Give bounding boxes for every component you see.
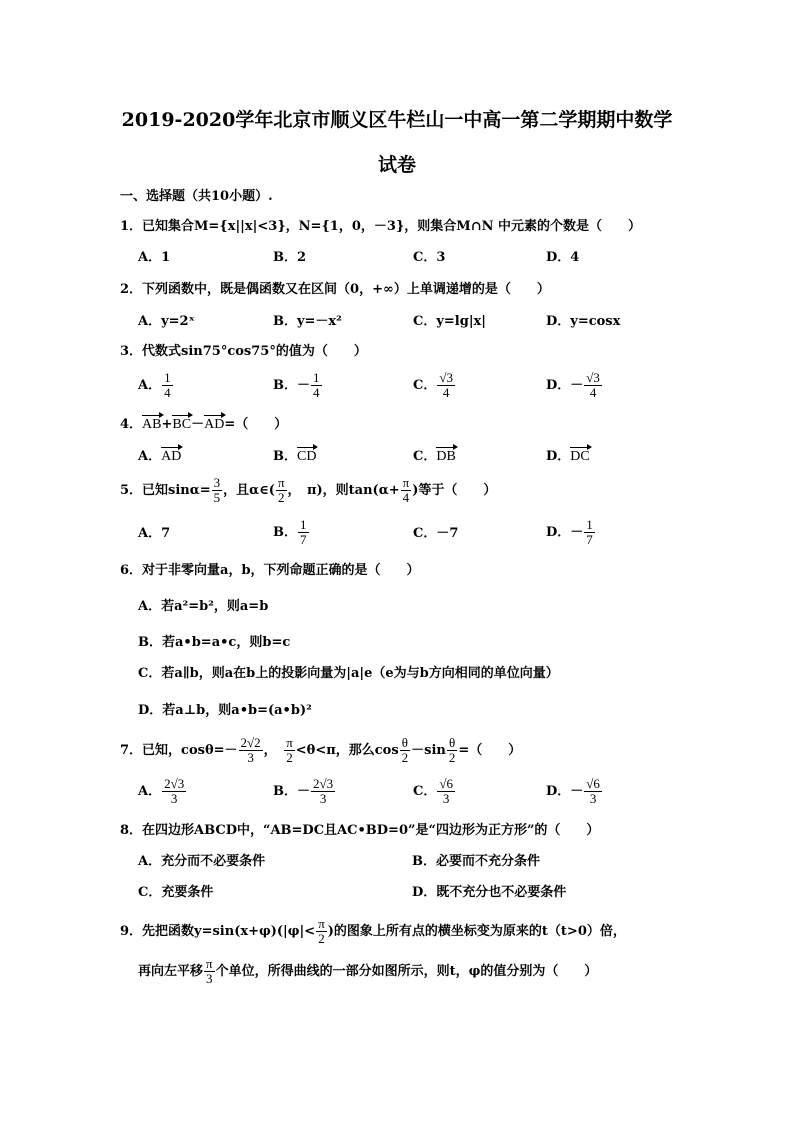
q6-option-d: D．若a⊥b，则a•b=(a•b)² bbox=[138, 703, 312, 718]
q8-option-a: A．充分而不必要条件 bbox=[138, 854, 266, 869]
q6-option-c: C．若a∥b，则a在b上的投影向量为|a|e（e为与b方向相同的单位向量） bbox=[138, 666, 559, 681]
q3-option-c: C． $\frac{√3}{4}$ bbox=[413, 370, 453, 400]
q3-option-a: A． $\frac{1}{4}$ bbox=[138, 370, 171, 400]
question-7: 7．已知，cosθ=－ $\frac{2√2}{3}$ ， $\frac{\pi}{2}$ <θ<π，那么cos $\frac{\theta}{2}$ －sin $\frac{\theta}{2}$ =（ ） bbox=[120, 735, 522, 765]
section-heading: 一、选择题（共10小题）. bbox=[120, 189, 273, 204]
q2-option-d: D．y=cosx bbox=[546, 314, 621, 329]
q8-option-d: D．既不充分也不必要条件 bbox=[412, 885, 567, 900]
q5-option-c: C．－7 bbox=[413, 526, 459, 541]
question-9-line2: 再向左平移 $\frac{\pi}{3}$ 个单位，所得曲线的一部分如图所示，则t，φ的值分别为（ ） bbox=[138, 956, 598, 986]
question-1: 1．已知集合M={x||x|<3}，N={1，0，－3}，则集合M∩N 中元素的个数是（ ） bbox=[120, 219, 641, 234]
vector-bc: BC bbox=[172, 417, 192, 432]
q3-option-d: D．－ $\frac{√3}{4}$ bbox=[546, 370, 600, 400]
q7-option-c: C． $\frac{√6}{3}$ bbox=[413, 776, 453, 806]
q5-option-a: A．7 bbox=[138, 526, 171, 541]
q5-option-b: B． $\frac{1}{7}$ bbox=[273, 517, 307, 547]
q8-option-c: C．充要条件 bbox=[138, 885, 214, 900]
q1-option-b: B．2 bbox=[273, 250, 307, 265]
q1-option-c: C．3 bbox=[413, 250, 446, 265]
q4-option-c: C．DB bbox=[413, 449, 456, 464]
q6-option-b: B．若a•b=a•c，则b=c bbox=[138, 635, 291, 650]
question-2: 2．下列函数中，既是偶函数又在区间（0，+∞）上单调递增的是（ ） bbox=[120, 282, 550, 297]
q2-option-a: A．y=2ˣ bbox=[138, 314, 195, 329]
vector-ab: AB bbox=[142, 417, 162, 432]
page-title: 2019-2020学年北京市顺义区牛栏山一中高一第二学期期中数学 bbox=[121, 109, 673, 131]
q3-option-b: B．－ $\frac{1}{4}$ bbox=[273, 370, 320, 400]
q4-option-a: A．AD bbox=[138, 449, 182, 464]
question-6: 6．对于非零向量a，b，下列命题正确的是（ ） bbox=[120, 563, 420, 578]
q2-option-c: C．y=lg|x| bbox=[413, 314, 487, 329]
q7-option-a: A． $\frac{2√3}{3}$ bbox=[138, 776, 185, 806]
question-4: 4．AB+BC－AD=（ ） bbox=[120, 417, 288, 432]
q1-option-d: D．4 bbox=[546, 250, 580, 265]
page-title-line2: 试卷 bbox=[377, 154, 416, 176]
q4-option-d: D．DC bbox=[546, 449, 590, 464]
question-8: 8．在四边形ABCD中，“AB=DC且AC•BD=0”是“四边形为正方形”的（ ） bbox=[120, 823, 600, 838]
question-3: 3．代数式sin75°cos75°的值为（ ） bbox=[120, 344, 367, 359]
q4-option-b: B．CD bbox=[273, 449, 317, 464]
q7-option-b: B．－ $\frac{2√3}{3}$ bbox=[273, 776, 334, 806]
q5-option-d: D．－ $\frac{1}{7}$ bbox=[546, 517, 593, 547]
question-5: 5．已知sinα= $\frac{3}{5}$ ，且α∈( $\frac{\pi}{2}$ ， π)，则tan(α+ $\frac{\pi}{4}$ )等于（ ） bbox=[120, 475, 497, 505]
q8-option-b: B．必要而不充分条件 bbox=[412, 854, 540, 869]
q1-option-a: A．1 bbox=[138, 250, 171, 265]
q6-option-a: A．若a²=b²，则a=b bbox=[138, 599, 269, 614]
question-9: 9．先把函数y=sin(x+φ)(|φ|< $\frac{\pi}{2}$ )的图象上所有点的横坐标变为原来的t（t>0）倍， bbox=[120, 916, 626, 946]
q7-option-d: D．－ $\frac{√6}{3}$ bbox=[546, 776, 600, 806]
vector-ad: AD bbox=[204, 417, 225, 432]
q2-option-b: B．y=－x² bbox=[273, 314, 342, 329]
